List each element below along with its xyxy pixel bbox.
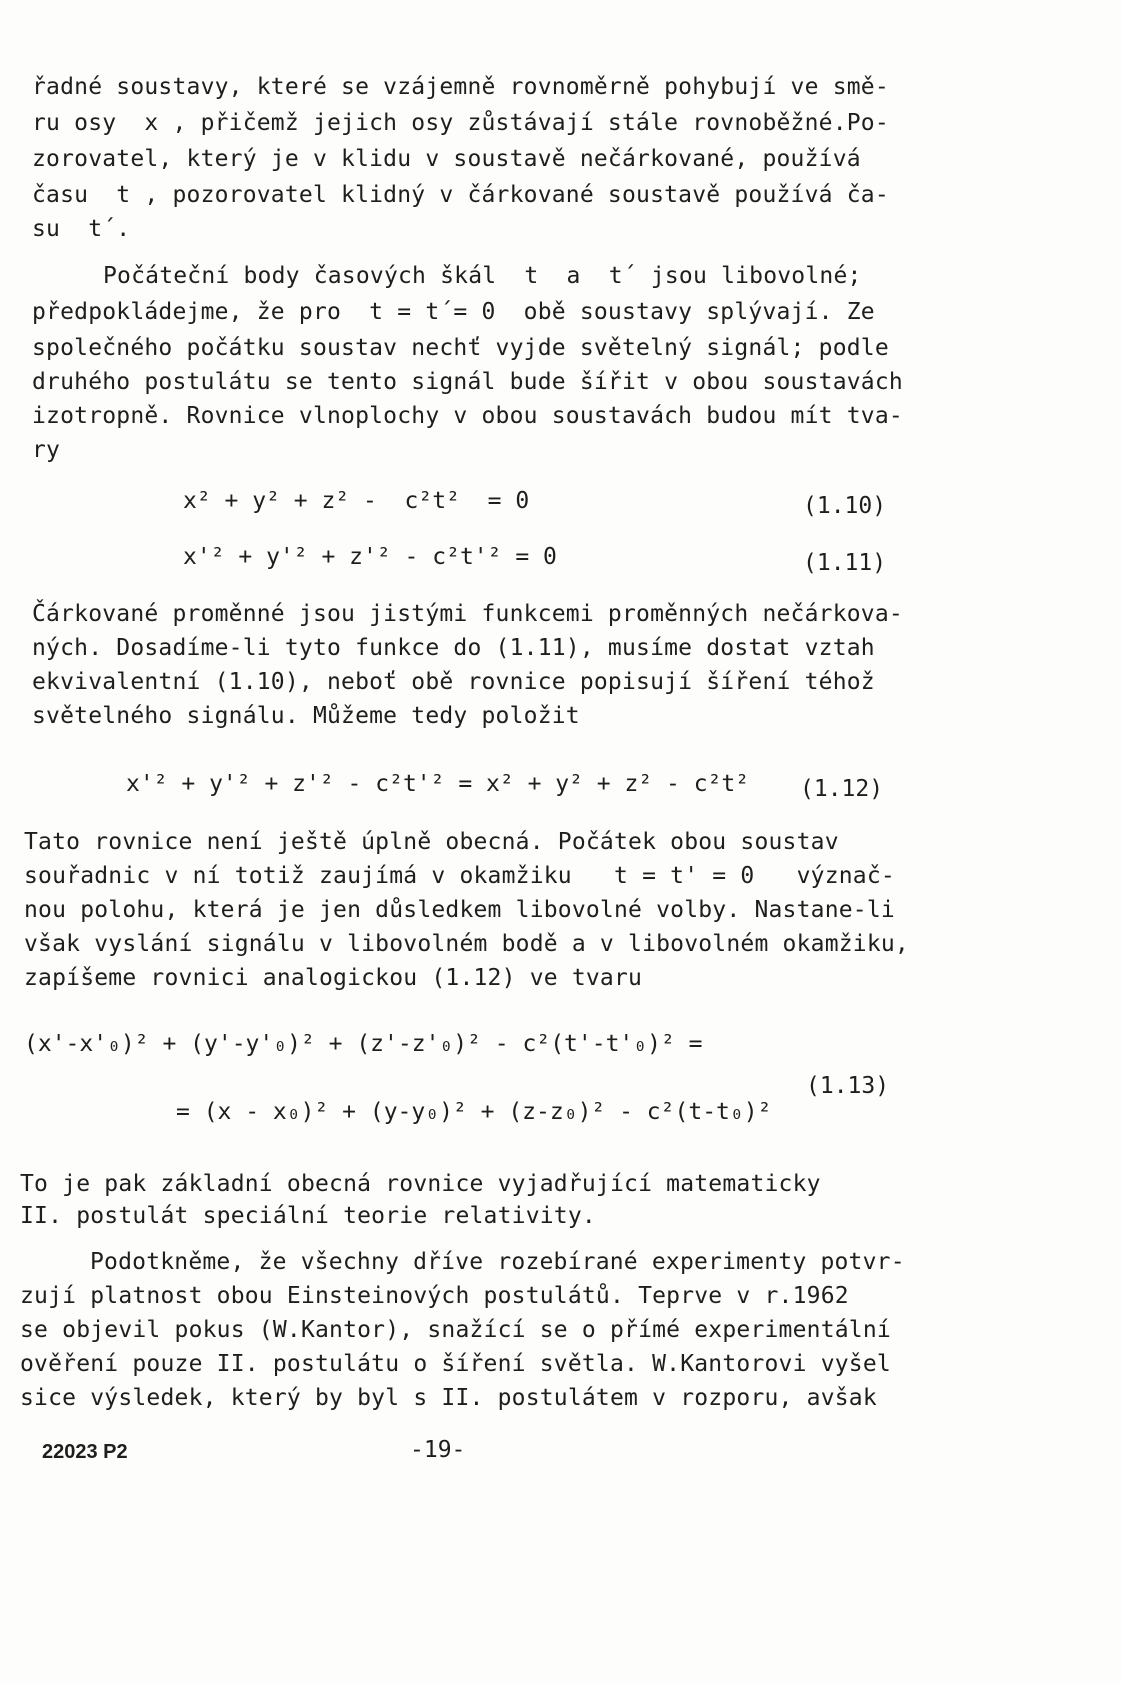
text-line: zapíšeme rovnici analogickou (1.12) ve tvaru — [24, 965, 643, 991]
text-line: sice výsledek, který by byl s II. postulátem v rozporu, avšak — [20, 1385, 877, 1411]
text-line: řadné soustavy, které se vzájemně rovnoměrně pohybují ve smě- — [32, 74, 889, 100]
text-line: ry — [32, 437, 61, 463]
text-line: společného počátku soustav nechť vyjde světelný signál; podle — [32, 335, 889, 361]
equation-number: (1.11) — [803, 550, 887, 576]
text-line: zorovatel, který je v klidu v soustavě nečárkované, používá — [32, 146, 861, 172]
text-line: však vyslání signálu v libovolném bodě a v libovolném okamžiku, — [24, 931, 909, 957]
text-line: To je pak základní obecná rovnice vyjadřující matematicky — [20, 1171, 821, 1197]
equation-1-10: x² + y² + z² - c²t² = 0 — [183, 488, 530, 514]
text-line: času t , pozorovatel klidný v čárkované soustavě používá ča- — [32, 182, 889, 208]
text-line: ověření pouze II. postulátu o šíření světla. W.Kantorovi vyšel — [20, 1351, 891, 1377]
document-code: 22023 P2 — [42, 1441, 128, 1463]
text-line: Čárkované proměnné jsou jistými funkcemi proměnných nečárkova- — [32, 601, 903, 627]
equation-1-12: x'² + y'² + z'² - c²t'² = x² + y² + z² - c²t² — [126, 771, 750, 797]
equation-1-11: x'² + y'² + z'² - c²t'² = 0 — [183, 544, 557, 570]
equation-number: (1.12) — [800, 776, 884, 802]
text-line: souřadnic v ní totiž zaujímá v okamžiku t = t' = 0 význač- — [24, 863, 895, 889]
equation-number: (1.10) — [803, 493, 887, 519]
text-line: předpokládejme, že pro t = t´= 0 obě soustavy splývají. Ze — [32, 299, 875, 325]
text-line: II. postulát speciální teorie relativity. — [20, 1203, 596, 1229]
text-line: se objevil pokus (W.Kantor), snažící se o přímé experimentální — [20, 1317, 891, 1343]
equation-1-13-line2: = (x - x₀)² + (y-y₀)² + (z-z₀)² - c²(t-t₀)² — [176, 1099, 772, 1125]
text-line: Tato rovnice není ještě úplně obecná. Počátek obou soustav — [24, 829, 839, 855]
text-line: nou polohu, která je jen důsledkem libovolné volby. Nastane-li — [24, 897, 895, 923]
text-line: světelného signálu. Můžeme tedy položit — [32, 703, 580, 729]
text-line: ru osy x , přičemž jejich osy zůstávají stále rovnoběžné.Po- — [32, 110, 889, 136]
text-line: zují platnost obou Einsteinových postulátů. Teprve v r.1962 — [20, 1283, 849, 1309]
equation-1-13-line1: (x'-x'₀)² + (y'-y'₀)² + (z'-z'₀)² - c²(t'-t'₀)² = — [24, 1031, 703, 1057]
text-line: Počáteční body časových škál t a t´ jsou libovolné; — [103, 263, 862, 289]
equation-number: (1.13) — [806, 1073, 890, 1099]
text-line: su t´. — [32, 216, 131, 242]
text-line: Podotkněme, že všechny dříve rozebírané experimenty potvr- — [90, 1249, 905, 1275]
text-line: ných. Dosadíme-li tyto funkce do (1.11), musíme dostat vztah — [32, 635, 875, 661]
page-number: -19- — [410, 1437, 466, 1463]
text-line: druhého postulátu se tento signál bude šířit v obou soustavách — [32, 369, 903, 395]
text-line: izotropně. Rovnice vlnoplochy v obou soustavách budou mít tva- — [32, 403, 903, 429]
text-line: ekvivalentní (1.10), neboť obě rovnice popisují šíření téhož — [32, 669, 875, 695]
